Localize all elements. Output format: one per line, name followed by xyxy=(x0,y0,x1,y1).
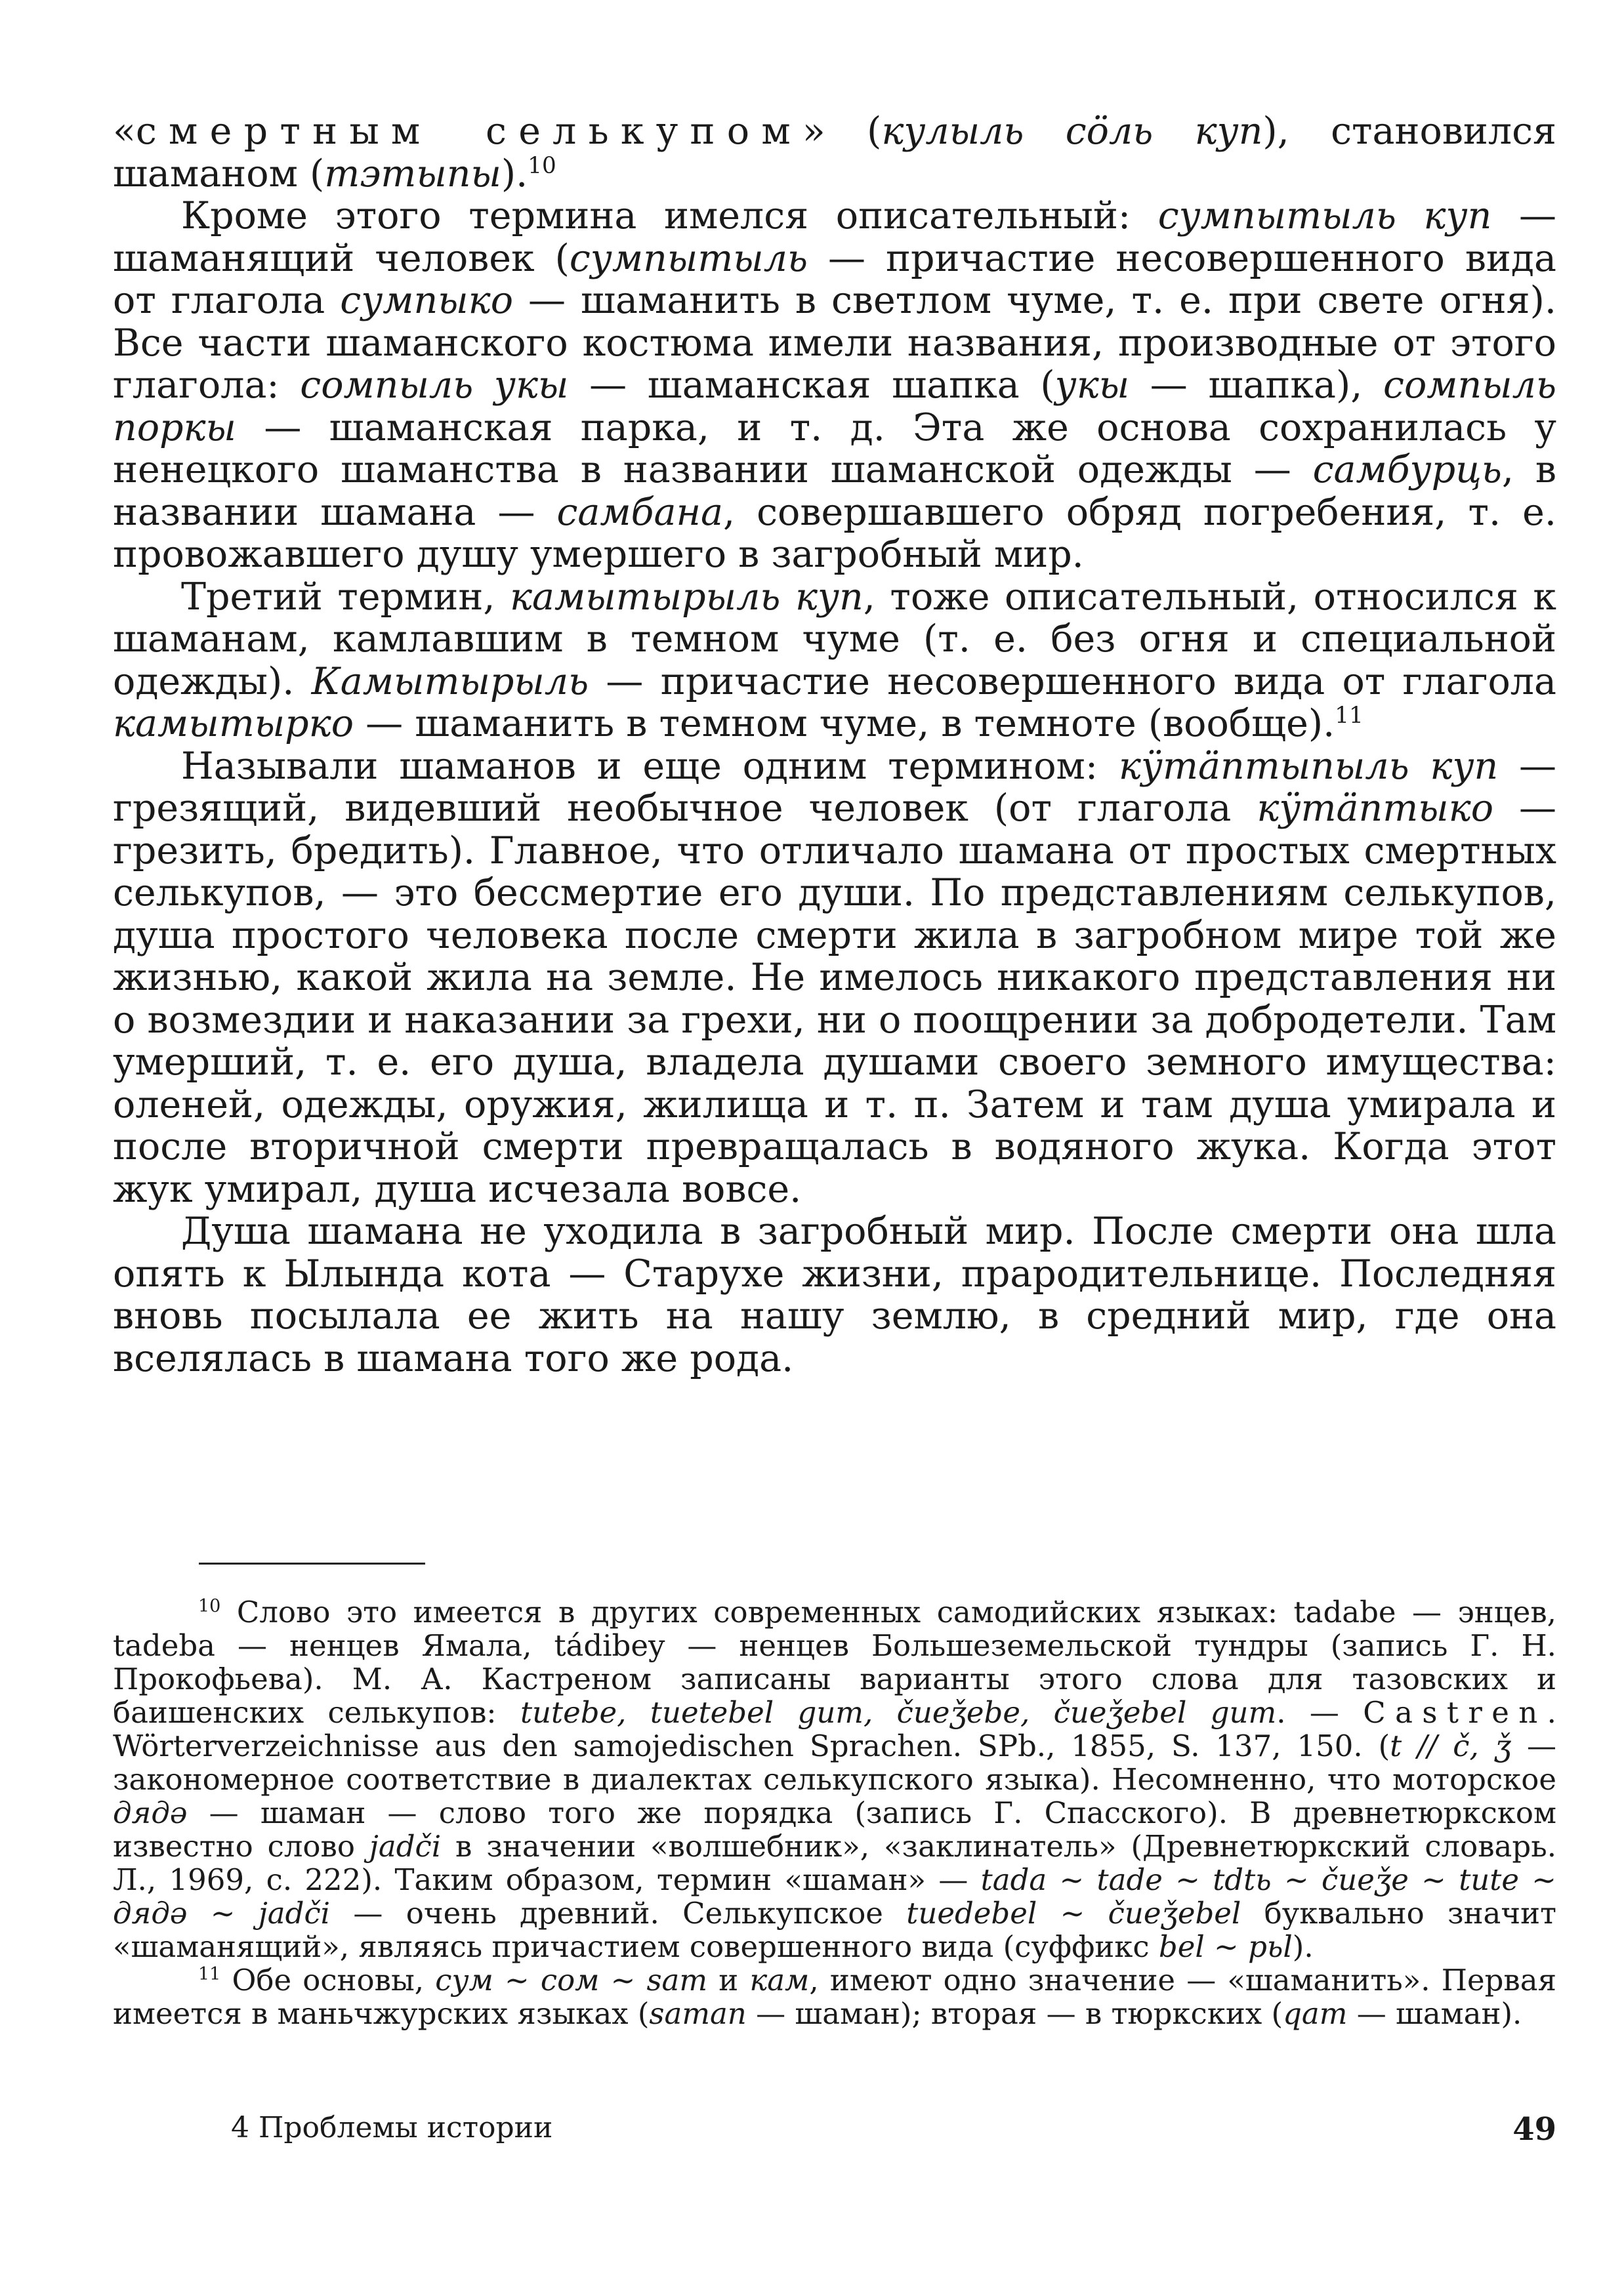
text: Душа шамана не уходила в загробный мир. После смерти она шла опять к Ылында кота — Старухе жизни, прародительнице. Последняя вновь посылала ее жить на нашу землю, в средний мир, где она вселялась в шамана того же рода. xyxy=(113,1210,1556,1380)
text: — причастие несовершенного вида от глагола xyxy=(113,236,1556,322)
italic-term: кӱтäптыко xyxy=(1257,787,1494,830)
text: ). xyxy=(1292,1929,1314,1964)
italic-term: t // č, ǯ xyxy=(1390,1729,1512,1763)
text: « xyxy=(113,110,136,153)
text: — шаманить в темном чуме, в темноте (вообще). xyxy=(354,702,1335,745)
paragraph-3 xyxy=(113,576,1556,745)
italic-term: Камытырыль xyxy=(311,659,589,703)
footnote-divider xyxy=(199,1563,425,1565)
text: Кроме этого термина имелся описательный: xyxy=(181,194,1158,237)
italic-term: самбана xyxy=(556,490,723,534)
text: Третий термин, xyxy=(181,575,510,619)
text: , имеют одно значение — «шаманить». Первая имеется в маньчжурских языках ( xyxy=(113,1963,1556,2031)
text: , совершавшего обряд погребения, т. е. провожавшего душу умершего в загробный мир. xyxy=(113,490,1556,576)
footnotes xyxy=(113,1595,1556,2030)
text: Обе основы, xyxy=(220,1963,436,1998)
italic-term: камытырыль куп xyxy=(510,575,864,619)
italic-term: saman xyxy=(649,1996,747,2031)
text: ). xyxy=(501,152,528,195)
page-number: 49 xyxy=(1512,2111,1556,2148)
italic-term: tuedebel ∼ čueǯebel xyxy=(906,1896,1241,1931)
italic-term: кӱтäптыпыль куп xyxy=(1118,744,1499,788)
main-text xyxy=(113,110,1556,1380)
signature-mark: 4 Проблемы истории xyxy=(231,2111,553,2144)
paragraph-5 xyxy=(113,1210,1556,1380)
italic-term: сум ∼ сом ∼ sam xyxy=(435,1963,708,1998)
italic-term: тэтыпы xyxy=(324,152,501,195)
paragraph-4 xyxy=(113,745,1556,1211)
text: — шаман); вторая — в тюркских ( xyxy=(746,1996,1283,2031)
text: — очень древний. Селькупское xyxy=(330,1896,907,1931)
text: — шаманить в светлом чуме, т. е. при свете огня). Все части шаманского костюма имели названия, производные от этого глагола: xyxy=(113,279,1556,407)
footnote-10 xyxy=(113,1595,1556,1963)
text: и xyxy=(707,1963,750,1998)
italic-term: сомпыль поркы xyxy=(113,363,1556,449)
text: » ( xyxy=(802,110,882,153)
footnote-number: 10 xyxy=(198,1596,221,1616)
italic-term: сумпытыль куп xyxy=(1157,194,1492,237)
footnote-number: 11 xyxy=(198,1964,221,1984)
text: — шаманская парка, и т. д. Эта же основа сохранилась у ненецкого шаманства в названии шаманской одежды — xyxy=(113,405,1556,491)
text: — грезить, бредить). Главное, что отличало шамана от простых смертных селькупов, — это бессмертие его души. По представлениям селькупов, душа простого человека после смерти жила в загробном мире той же жизнью, какой жила на земле. Не имелось никакого представления ни о возмездии и наказании за грехи, ни о поощрении за добродетели. Там умерший, т. е. его душа, владела душами своего земного имущества: оленей, одежды, оружия, жилища и т. п. Затем и там душа умирала и после вторичной смерти превращалась в водяного жука. Когда этот жук умирал, душа исчезала вовсе. xyxy=(113,787,1556,1211)
italic-term: кам xyxy=(749,1963,810,1998)
italic-term: укы xyxy=(1054,363,1130,407)
italic-term: дядә xyxy=(113,1795,188,1830)
text: , тоже описательный, относился к шаманам, камлавшим в темном чуме (т. е. без огня и специальной одежды). xyxy=(113,575,1556,703)
text: — шаман). xyxy=(1347,1996,1522,2031)
text: ), становился шаманом ( xyxy=(113,110,1556,195)
italic-term: сомпыль укы xyxy=(300,363,569,407)
footnote-ref-10[interactable]: 10 xyxy=(528,152,556,179)
text: буквально значит «шаманящий», являясь причастием совершенного вида (суффикс xyxy=(113,1896,1557,1964)
italic-term: кулыль сöль куп xyxy=(881,110,1263,153)
italic-term: tutebe, tuetebel gum, čueǯebe, čueǯebel gum xyxy=(520,1695,1277,1730)
text: . — xyxy=(1276,1695,1364,1730)
text: — шапка), xyxy=(1129,363,1384,407)
italic-term: камытырко xyxy=(113,702,354,745)
italic-term: tada ∼ tade ∼ tdtь ∼ čueǯe ∼ tute ∼ дядә ∼ jadči xyxy=(113,1862,1556,1931)
paragraph-2 xyxy=(113,195,1556,576)
text: . Wörterverzeichnisse aus den samojedischen Sprachen. SPb., 1855, S. 137, 150. ( xyxy=(113,1695,1556,1763)
text: — шаманящий человек ( xyxy=(113,194,1556,280)
spaced-term: смертным селькупом xyxy=(135,110,802,153)
italic-term: bel ∼ рьl xyxy=(1158,1929,1293,1964)
text: Называли шаманов и еще одним термином: xyxy=(181,744,1119,788)
text: — шаман — слово того же порядка (запись Г. Спасского). В древнетюркском известно слово xyxy=(113,1795,1556,1864)
text: — закономерное соответствие в диалектах селькупского языка). Несомненно, что моторское xyxy=(113,1729,1556,1797)
italic-term: qam xyxy=(1283,1996,1348,2031)
text: Слово это имеется в других современных самодийских языках: tadabe — энцев, tadeba — ненцев Ямала, tádibey — ненцев Большеземельской тундры (запись Г. Н. Прокофьева). М. А. Кастреном записаны варианты этого слова для тазовских и баишенских селькупов: xyxy=(113,1595,1556,1730)
page-footer xyxy=(113,2111,1556,2150)
footnote-11 xyxy=(113,1963,1556,2030)
text: — шаманская шапка ( xyxy=(568,363,1055,407)
italic-term: сумпытыль xyxy=(569,236,808,280)
author-name: Castren xyxy=(1363,1695,1547,1730)
italic-term: сумпыко xyxy=(340,279,514,322)
footnote-ref-11[interactable]: 11 xyxy=(1335,703,1364,729)
italic-term: самбурць xyxy=(1312,448,1502,491)
italic-term: jadči xyxy=(369,1829,442,1864)
text: — грезящий, видевший необычное человек (от глагола xyxy=(113,744,1557,830)
text: — причастие несовершенного вида от глагола xyxy=(589,659,1556,703)
text: , в названии шамана — xyxy=(113,448,1556,534)
text: в значении «волшебник», «заклинатель» (Древнетюркский словарь. Л., 1969, с. 222). Таким образом, термин «шаман» — xyxy=(113,1829,1556,1897)
paragraph-1 xyxy=(113,110,1556,195)
